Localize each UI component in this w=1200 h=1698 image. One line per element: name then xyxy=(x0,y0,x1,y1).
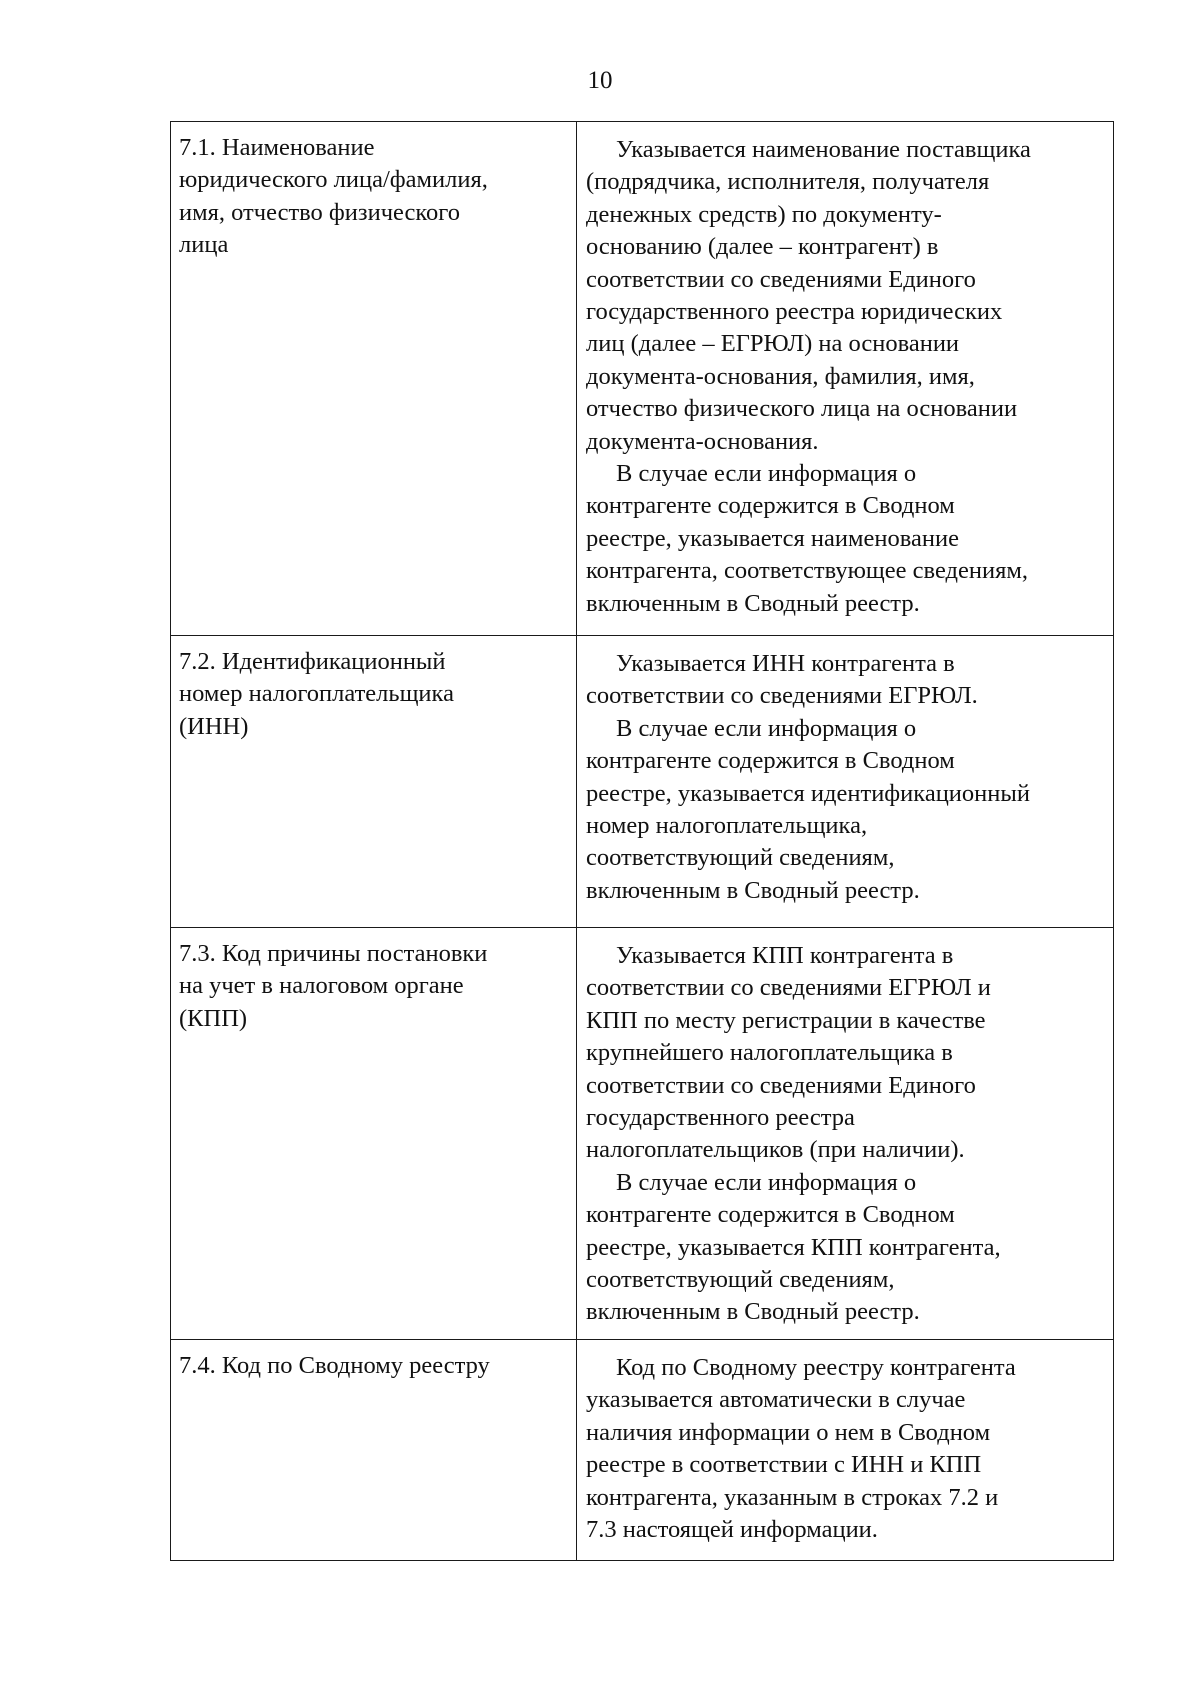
table-row xyxy=(171,1340,1114,1561)
description-line: основанию (далее – контрагент) в xyxy=(586,233,939,261)
description-line: наличия информации о нем в Сводном xyxy=(586,1418,991,1446)
description-line: контрагенте содержится в Сводном xyxy=(586,747,955,775)
description-line: соответствующий сведениям, xyxy=(586,1266,895,1294)
description-line: КПП по месту регистрации в качестве xyxy=(586,1006,986,1034)
description-line: государственного реестра юридических xyxy=(586,298,1003,326)
field-description-cell xyxy=(577,636,1114,928)
field-label-cell xyxy=(171,1340,577,1561)
description-line: крупнейшего налогоплательщика в xyxy=(586,1039,953,1067)
description-line: включенным в Сводный реестр. xyxy=(586,1298,920,1326)
field-label-cell xyxy=(171,928,577,1340)
description-line: Код по Сводному реестру контрагента xyxy=(616,1354,1016,1381)
description-line: (подрядчика, исполнителя, получателя xyxy=(586,168,990,196)
description-line: 7.3 настоящей информации. xyxy=(586,1516,878,1544)
field-description-cell xyxy=(577,1340,1114,1561)
field-label-cell xyxy=(171,636,577,928)
description-line: документа-основания. xyxy=(586,427,819,455)
description-line: отчество физического лица на основании xyxy=(586,395,1018,423)
description-line: денежных средств) по документу- xyxy=(586,200,942,228)
description-line: Указывается КПП контрагента в xyxy=(616,942,954,969)
description-line: соответствии со сведениями ЕГРЮЛ. xyxy=(586,682,978,710)
description-line: реестре, указывается наименование xyxy=(586,524,959,552)
description-line: соответствии со сведениями ЕГРЮЛ и xyxy=(586,974,991,1002)
description-line: включенным в Сводный реестр. xyxy=(586,589,920,617)
description-line: контрагенте содержится в Сводном xyxy=(586,492,955,520)
description-line: указывается автоматически в случае xyxy=(586,1386,966,1414)
field-label: 7.3. Код причины постановки на учет в налоговом органе (КПП) xyxy=(179,940,488,1032)
fields-table xyxy=(170,121,1114,1561)
field-label: 7.2. Идентификационный номер налогоплательщика (ИНН) xyxy=(179,648,454,740)
description-line: реестре, указывается КПП контрагента, xyxy=(586,1233,1001,1261)
table-row xyxy=(171,122,1114,636)
description-line: государственного реестра xyxy=(586,1104,855,1132)
description-line: контрагента, соответствующее сведениям, xyxy=(586,557,1028,585)
description-line: В случае если информация о xyxy=(616,1168,917,1196)
field-description-cell xyxy=(577,122,1114,636)
field-label: 7.4. Код по Сводному реестру xyxy=(179,1352,490,1379)
description-line: документа-основания, фамилия, имя, xyxy=(586,362,975,390)
description-line: Указывается наименование поставщика xyxy=(616,136,1031,163)
description-line: номер налогоплательщика, xyxy=(586,812,868,840)
table-row xyxy=(171,928,1114,1340)
description-line: соответствии со сведениями Единого xyxy=(586,1071,976,1099)
description-line: соответствии со сведениями Единого xyxy=(586,265,976,293)
description-line: контрагента, указанным в строках 7.2 и xyxy=(586,1483,999,1511)
description-line: реестре, указывается идентификационный xyxy=(586,779,1030,807)
description-line: Указывается ИНН контрагента в xyxy=(616,650,955,677)
description-line: контрагенте содержится в Сводном xyxy=(586,1201,955,1229)
description-line: В случае если информация о xyxy=(616,714,917,742)
page-number: 10 xyxy=(587,67,613,94)
description-line: лиц (далее – ЕГРЮЛ) на основании xyxy=(586,330,960,358)
description-line: В случае если информация о xyxy=(616,460,917,488)
field-description-cell xyxy=(577,928,1114,1340)
table-row xyxy=(171,636,1114,928)
field-label: 7.1. Наименование юридического лица/фамилия, имя, отчество физического лица xyxy=(179,134,488,259)
field-label-cell xyxy=(171,122,577,636)
description-line: реестре в соответствии с ИНН и КПП xyxy=(586,1451,982,1479)
description-line: включенным в Сводный реестр. xyxy=(586,876,920,904)
description-line: соответствующий сведениям, xyxy=(586,844,895,872)
description-line: налогоплательщиков (при наличии). xyxy=(586,1136,965,1164)
